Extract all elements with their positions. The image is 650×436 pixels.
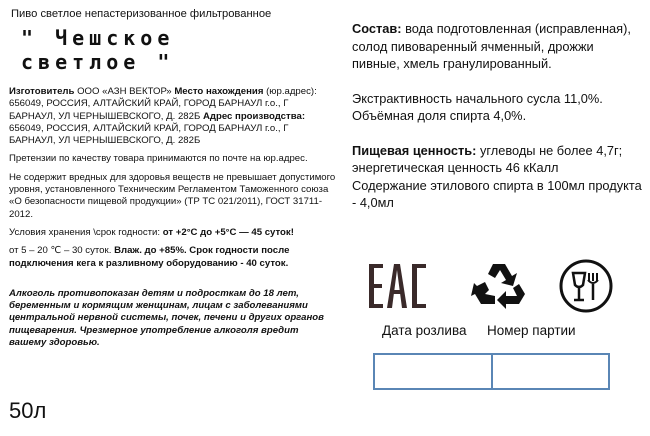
storage2-bold: Влаж. до +85%. Срок годности после подключения кега к разливному оборудованию - 40 суток. [9, 245, 290, 269]
recycle-icon [471, 260, 527, 312]
safety-text: Не содержит вредных для здоровья веществ не превышает допустимого уровня, установленного Техническим Регламентом Таможенного союза «О безопасности пищевой продукции» (ТР ТС 021/2011), ГОСТ 31711-2012. [9, 171, 336, 220]
batch-number-box[interactable] [491, 355, 609, 388]
health-warning: Алкоголь противопоказан детям и подросткам до 18 лет, беременным и кормящим женщинам, лицам с заболеваниями центральной нервной системы, почек, печени и других органов пищеварения. Чрезмерное употребление алкоголя вредит вашему здоровью. [9, 287, 324, 349]
product-name [21, 26, 336, 74]
storage2-prefix: от 5 – 20 ℃ – 30 суток. [9, 245, 112, 257]
marks-row [365, 258, 625, 318]
claims-text: Претензии по качеству товара принимаются по почте на юр.адрес. [9, 153, 308, 165]
nutrition [352, 142, 642, 212]
production-label: Адрес производства: [202, 110, 306, 122]
nutrition-text: углеводы не более 4,7г; энергетическая ценность 46 кКалл [352, 142, 623, 175]
storage-conditions-2 [9, 245, 336, 270]
food-contact-icon [558, 258, 614, 314]
manufacturer-name: ООО «АЗН ВЕКТОР» [77, 86, 172, 97]
composition-label: Состав: [352, 21, 402, 36]
location-label: Место нахождения [174, 86, 264, 97]
storage-prefix: Условия хранения \срок годности: [9, 226, 161, 238]
composition-text: вода подготовленная (исправленная), солод пивоваренный ячменный, дрожжи пивные, хмель гранулированный. [352, 21, 631, 71]
location-text: (юр.адрес): 656049, РОССИЯ, АЛТАЙСКИЙ КРАЙ, ГОРОД БАРНАУЛ г.о., Г БАРНАУЛ, УЛ ЧЕРНЫШЕВСКОГО, Д. 282Б [9, 86, 317, 122]
batch-number-label: Номер партии [487, 323, 576, 338]
bottling-date-box[interactable] [375, 355, 491, 388]
ethanol-text: Содержание этилового спирта в 100мл продукта - 4,0мл [352, 177, 642, 210]
bottling-date-label: Дата розлива [382, 323, 467, 338]
alcohol-info [352, 90, 642, 125]
storage-conditions [9, 227, 336, 239]
right-column [352, 20, 642, 229]
manufacturer-label: Изготовитель [9, 86, 75, 97]
date-batch-boxes [373, 353, 610, 390]
left-column [9, 8, 336, 349]
composition [352, 20, 642, 73]
eac-icon [369, 264, 429, 308]
product-name-line1: " Чешское [21, 26, 175, 50]
volume: 50л [9, 398, 47, 423]
product-type: Пиво светлое непастеризованное фильтрованное [11, 8, 272, 20]
nutrition-label: Пищевая ценность: [352, 142, 477, 158]
extract-text: Экстрактивность начального сусла 11,0%. [352, 90, 603, 106]
production-text: 656049, РОССИЯ, АЛТАЙСКИЙ КРАЙ, ГОРОД БАРНАУЛ г.о., Г БАРНАУЛ, УЛ ЧЕРНЫШЕВСКОГО, Д. 282Б [9, 122, 289, 147]
manufacturer-block [9, 86, 336, 147]
product-name-line2: светлое " [21, 50, 175, 74]
storage-bold: от +2°С до +5°С — 45 суток! [162, 226, 294, 238]
alcohol-text: Объёмная доля спирта 4,0%. [352, 108, 527, 123]
